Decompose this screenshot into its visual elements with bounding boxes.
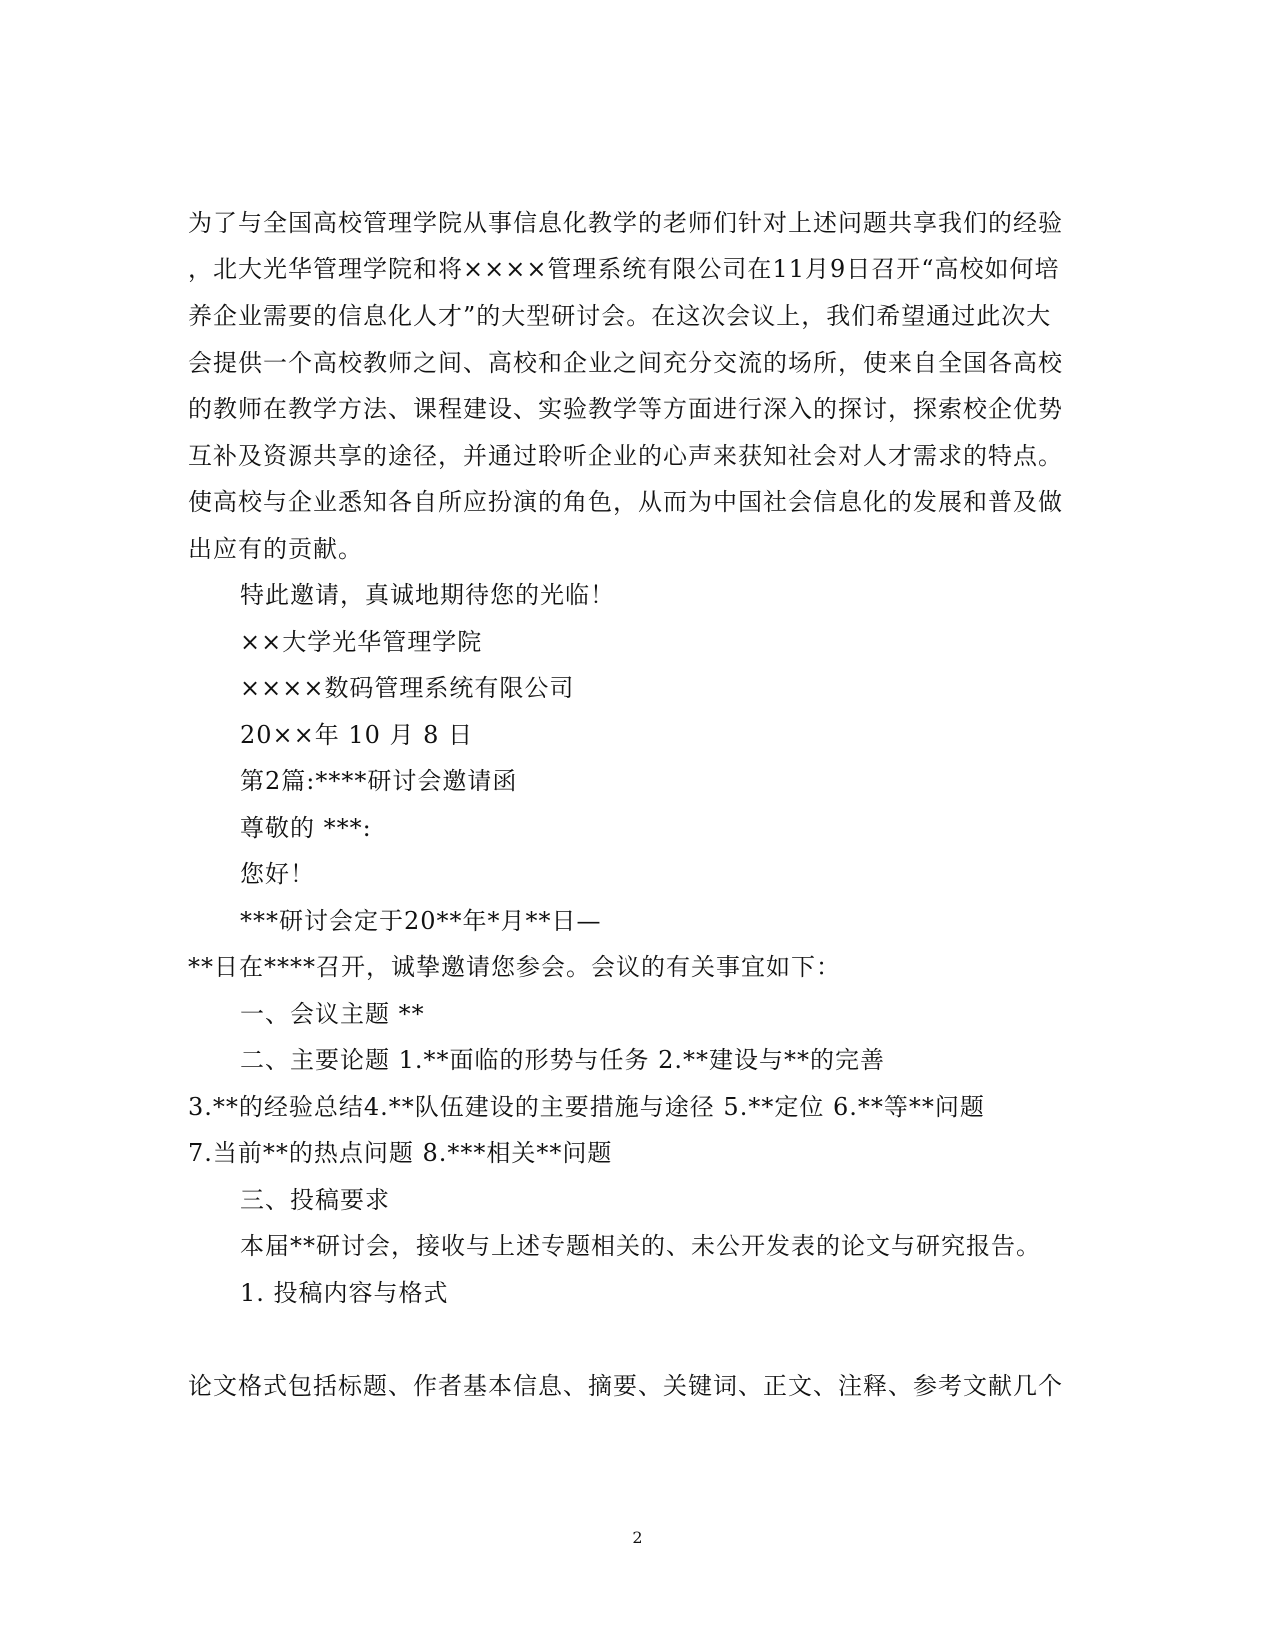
submission-scope: 本届**研讨会，接收与上述专题相关的、未公开发表的论文与研究报告。 — [240, 1232, 1041, 1260]
intro-line: **日在****召开，诚挚邀请您参会。会议的有关事宜如下： — [188, 953, 841, 981]
submission-requirements-item: 三、投稿要求 — [240, 1186, 390, 1214]
greeting: 您好！ — [240, 860, 315, 888]
submission-format-subitem: 1. 投稿内容与格式 — [240, 1279, 449, 1307]
paragraph-line: 出应有的贡献。 — [188, 535, 363, 563]
letter-date: 20××年 10 月 8 日 — [240, 721, 474, 749]
paragraph-line: 的教师在教学方法、课程建设、实验教学等方面进行深入的探讨，探索校企优势 — [188, 395, 1063, 423]
page-number: 2 — [632, 1528, 643, 1547]
main-topics-item: 二、主要论题 1.**面临的形势与任务 2.**建设与**的完善 — [240, 1046, 886, 1074]
format-description: 论文格式包括标题、作者基本信息、摘要、关键词、正文、注释、参考文献几个 — [188, 1372, 1063, 1400]
paragraph-line: 使高校与企业悉知各自所应扮演的角色，从而为中国社会信息化的发展和普及做 — [188, 488, 1063, 516]
paragraph-line: 互补及资源共享的途径，并通过聆听企业的心声来获知社会对人才需求的特点。 — [188, 442, 1063, 470]
paragraph-line: 养企业需要的信息化人才”的大型研讨会。在这次会议上，我们希望通过此次大 — [188, 302, 1052, 330]
paragraph-line: 为了与全国高校管理学院从事信息化教学的老师们针对上述问题共享我们的经验 — [188, 209, 1063, 237]
signature-university: ××大学光华管理学院 — [240, 628, 483, 656]
intro-line: ***研讨会定于20**年*月**日— — [240, 907, 602, 935]
paragraph-line: ，北大光华管理学院和将××××管理系统有限公司在11月9日召开“高校如何培 — [188, 255, 1060, 283]
invitation-closing: 特此邀请，真诚地期待您的光临！ — [240, 581, 615, 609]
signature-company: ××××数码管理系统有限公司 — [240, 674, 575, 702]
paragraph-line: 会提供一个高校教师之间、高校和企业之间充分交流的场所，使来自全国各高校 — [188, 349, 1063, 377]
section-title: 第2篇:****研讨会邀请函 — [240, 767, 518, 795]
meeting-topic-item: 一、会议主题 ** — [240, 1000, 425, 1028]
main-topics-line: 3.**的经验总结4.**队伍建设的主要措施与途径 5.**定位 6.**等**问题 — [188, 1093, 985, 1121]
salutation: 尊敬的 ***: — [240, 814, 372, 842]
main-topics-line: 7.当前**的热点问题 8.***相关**问题 — [188, 1139, 613, 1167]
